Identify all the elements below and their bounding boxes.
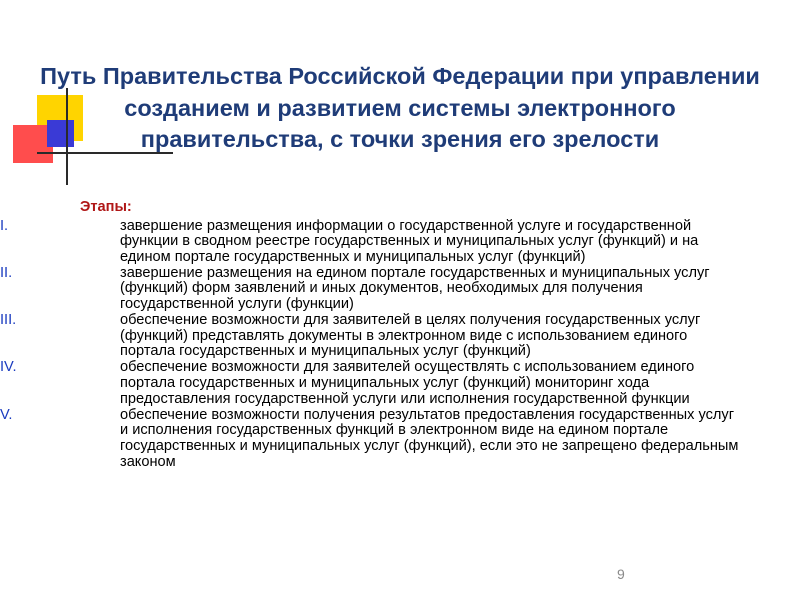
stages-label: Этапы: bbox=[80, 199, 132, 215]
item-text: обеспечение возможности для заявителей осуществлять с использованием единого портала государственных и муниципальных услуг (функций) мониторинг хода предоставления государственной услуги или исполнения государственной функции bbox=[120, 359, 695, 407]
list-item bbox=[0, 266, 740, 313]
list-item bbox=[0, 360, 740, 407]
page-number: 9 bbox=[617, 566, 625, 582]
stages-list bbox=[0, 217, 740, 471]
item-text: завершение размещения на едином портале государственных и муниципальных услуг (функций) форм заявлений и иных документов, необходимых для получения государственной услуги (функции) bbox=[120, 264, 710, 313]
slide-content bbox=[0, 199, 740, 471]
item-number: I. bbox=[0, 217, 9, 234]
item-number: V. bbox=[0, 406, 13, 423]
item-number: IV. bbox=[0, 359, 17, 376]
item-number: III. bbox=[0, 312, 17, 329]
item-text: обеспечение возможности для заявителей в целях получения государственных услуг (функций) представлять документы в электронном виде с использованием единого портала государственных и муниципальных услуг (функций) bbox=[120, 312, 701, 360]
list-item bbox=[0, 313, 740, 360]
list-item bbox=[0, 408, 740, 470]
slide-title: Путь Правительства Российской Федерации при управлении созданием и развитием системы электронного правительства, с точки зрения его зрелости bbox=[40, 63, 760, 152]
item-text: обеспечение возможности получения результатов предоставления государственных услуг и исполнения государственных функций в электронном виде на едином портале государственных и муниципальных услуг (функций), если это не запрещено федеральным законом bbox=[120, 406, 739, 470]
list-item bbox=[0, 219, 740, 266]
item-number: II. bbox=[0, 264, 13, 281]
item-text: завершение размещения информации о государственной услуге и государственной функции в сводном реестре государственных и муниципальных услуг (функций) и на едином портале государственных и муниципальных услуг (функций) bbox=[120, 217, 699, 265]
